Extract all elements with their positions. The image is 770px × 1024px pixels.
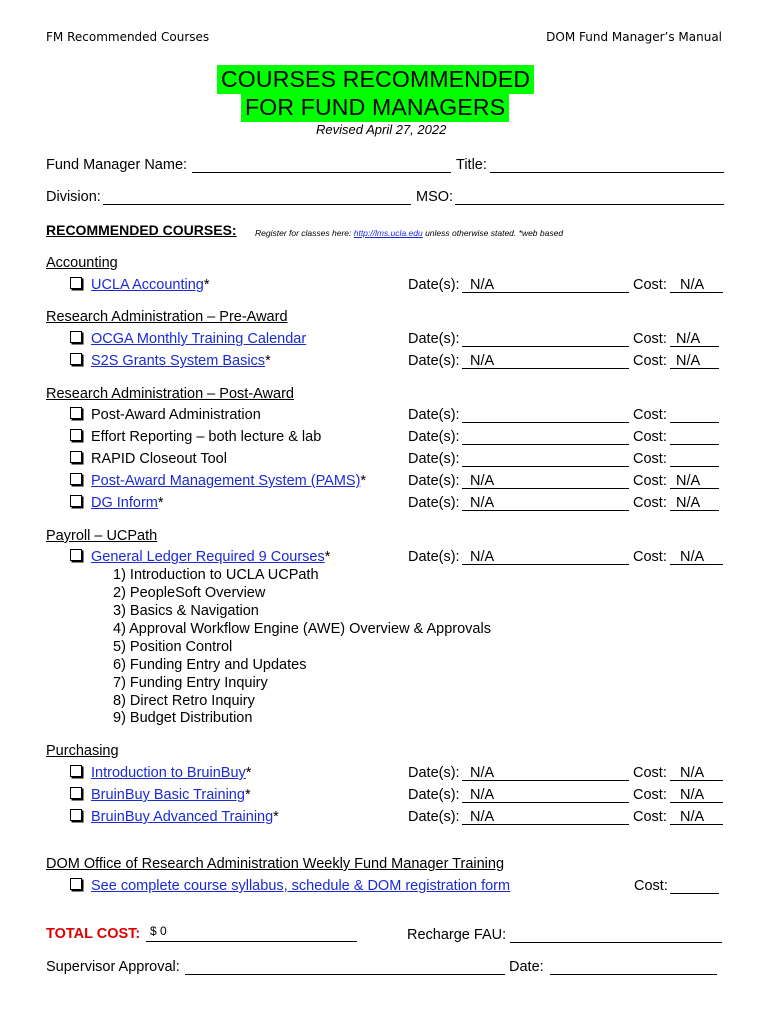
checkbox[interactable] — [70, 353, 82, 365]
course-item: UCLA Accounting* — [91, 277, 210, 293]
cost-value: N/A — [680, 809, 705, 825]
supervisor-approval-field[interactable] — [185, 974, 505, 975]
cost-label: Cost: — [633, 277, 667, 293]
dates-value: N/A — [470, 277, 495, 293]
recommended-courses-heading: RECOMMENDED COURSES: — [46, 222, 237, 238]
dates-label: Date(s): — [408, 495, 460, 511]
course-link[interactable]: Post-Award Management System (PAMS) — [91, 473, 361, 489]
section-heading-accounting: Accounting — [46, 255, 118, 271]
revised-date: Revised April 27, 2022 — [316, 122, 447, 137]
dates-label: Date(s): — [408, 809, 460, 825]
checkbox[interactable] — [70, 549, 82, 561]
date-field[interactable] — [550, 974, 717, 975]
cost-field[interactable] — [670, 422, 719, 423]
checkbox[interactable] — [70, 429, 82, 441]
checkbox[interactable] — [70, 809, 82, 821]
course-item: General Ledger Required 9 Courses* — [91, 549, 331, 565]
course-item: BruinBuy Basic Training* — [91, 787, 251, 803]
course-item: BruinBuy Advanced Training* — [91, 809, 279, 825]
division-label: Division: — [46, 189, 101, 205]
division-field[interactable] — [103, 204, 411, 205]
course-link[interactable]: Introduction to BruinBuy — [91, 765, 246, 781]
list-item: 7) Funding Entry Inquiry — [113, 675, 268, 691]
cost-label: Cost: — [633, 787, 667, 803]
cost-value: N/A — [676, 495, 701, 511]
dates-value: N/A — [470, 353, 495, 369]
list-item: 4) Approval Workflow Engine (AWE) Overview & Approvals — [113, 621, 491, 637]
cost-value: N/A — [676, 353, 701, 369]
total-cost-label: TOTAL COST: — [46, 926, 141, 942]
checkbox[interactable] — [70, 451, 82, 463]
section-heading-payroll: Payroll – UCPath — [46, 528, 158, 544]
course-item: Effort Reporting – both lecture & lab — [91, 429, 322, 445]
lms-link[interactable]: http://lms.ucla.edu — [353, 228, 423, 238]
cost-label: Cost: — [633, 407, 667, 423]
course-item: Post-Award Management System (PAMS)* — [91, 473, 367, 489]
registration-form-link[interactable]: See complete course syllabus, schedule & DOM registration form — [91, 878, 511, 894]
page-title-line-1: COURSES RECOMMENDED — [217, 65, 534, 94]
dates-label: Date(s): — [408, 473, 460, 489]
dates-value: N/A — [470, 473, 495, 489]
dates-label: Date(s): — [408, 277, 460, 293]
list-item: 1) Introduction to UCLA UCPath — [113, 567, 319, 583]
course-link[interactable]: General Ledger Required 9 Courses — [91, 549, 325, 565]
dates-field[interactable] — [462, 466, 629, 467]
list-item: 2) PeopleSoft Overview — [113, 585, 266, 601]
cost-label: Cost: — [633, 353, 667, 369]
cost-label: Cost: — [633, 549, 667, 565]
cost-field[interactable] — [670, 444, 719, 445]
cost-label: Cost: — [633, 429, 667, 445]
course-item: Introduction to BruinBuy* — [91, 765, 252, 781]
cost-value: N/A — [680, 549, 705, 565]
total-cost-field[interactable] — [146, 941, 357, 942]
course-item: RAPID Closeout Tool — [91, 451, 227, 467]
cost-label: Cost: — [633, 809, 667, 825]
dates-value: N/A — [470, 765, 495, 781]
cost-value: N/A — [680, 277, 705, 293]
mso-label: MSO: — [416, 189, 454, 205]
list-item: 6) Funding Entry and Updates — [113, 657, 307, 673]
cost-label: Cost: — [634, 878, 668, 894]
supervisor-approval-label: Supervisor Approval: — [46, 959, 180, 975]
dates-label: Date(s): — [408, 407, 460, 423]
page-title-line-2: FOR FUND MANAGERS — [241, 93, 509, 122]
course-item: Post-Award Administration — [91, 407, 261, 423]
list-item: 9) Budget Distribution — [113, 710, 253, 726]
course-link[interactable]: OCGA Monthly Training Calendar — [91, 331, 307, 347]
dates-field[interactable] — [462, 422, 629, 423]
running-header-right: DOM Fund Manager’s Manual — [546, 30, 722, 44]
course-link[interactable]: BruinBuy Basic Training — [91, 787, 245, 803]
title-label: Title: — [456, 157, 487, 173]
cost-value: N/A — [680, 787, 705, 803]
section-heading-pre-award: Research Administration – Pre-Award — [46, 309, 288, 325]
course-item: S2S Grants System Basics* — [91, 353, 271, 369]
dates-label: Date(s): — [408, 765, 460, 781]
course-item — [91, 877, 510, 895]
course-link[interactable]: BruinBuy Advanced Training — [91, 809, 274, 825]
course-link[interactable]: S2S Grants System Basics — [91, 353, 266, 369]
dates-label: Date(s): — [408, 787, 460, 803]
cost-value: N/A — [680, 765, 705, 781]
checkbox[interactable] — [70, 787, 82, 799]
dates-value: N/A — [470, 809, 495, 825]
dates-label: Date(s): — [408, 549, 460, 565]
course-item — [91, 330, 306, 348]
cost-value: N/A — [676, 331, 701, 347]
section-heading-purchasing: Purchasing — [46, 743, 119, 759]
total-cost-value: $ 0 — [150, 924, 167, 938]
course-link[interactable]: DG Inform — [91, 495, 158, 511]
dates-value: N/A — [470, 787, 495, 803]
checkbox[interactable] — [70, 878, 82, 890]
recharge-fau-label: Recharge FAU: — [407, 927, 507, 943]
cost-label: Cost: — [633, 451, 667, 467]
title-field[interactable] — [490, 172, 724, 173]
list-item: 3) Basics & Navigation — [113, 603, 259, 619]
running-header-left: FM Recommended Courses — [46, 30, 210, 44]
cost-label: Cost: — [633, 473, 667, 489]
cost-label: Cost: — [633, 495, 667, 511]
cost-field[interactable] — [670, 466, 719, 467]
checkbox[interactable] — [70, 473, 82, 485]
fund-manager-name-label: Fund Manager Name: — [46, 157, 188, 173]
dates-field[interactable] — [462, 346, 629, 347]
dates-label: Date(s): — [408, 429, 460, 445]
recharge-fau-field[interactable] — [510, 942, 722, 943]
dates-label: Date(s): — [408, 451, 460, 467]
checkbox[interactable] — [70, 495, 82, 507]
fund-manager-name-field[interactable] — [192, 172, 451, 173]
course-item: DG Inform* — [91, 495, 164, 511]
dates-label: Date(s): — [408, 331, 460, 347]
dates-value: N/A — [470, 495, 495, 511]
section-heading-dom-ora: DOM Office of Research Administration Weekly Fund Manager Training — [46, 856, 505, 872]
checkbox[interactable] — [70, 331, 82, 343]
checkbox[interactable] — [70, 277, 82, 289]
mso-field[interactable] — [455, 204, 724, 205]
cost-label: Cost: — [633, 331, 667, 347]
cost-value: N/A — [676, 473, 701, 489]
checkbox[interactable] — [70, 407, 82, 419]
list-item: 5) Position Control — [113, 639, 233, 655]
checkbox[interactable] — [70, 765, 82, 777]
cost-label: Cost: — [633, 765, 667, 781]
list-item: 8) Direct Retro Inquiry — [113, 693, 255, 709]
registration-note: Register for classes here: http://lms.ucla.edu unless otherwise stated. *web based — [255, 228, 564, 238]
cost-field[interactable] — [670, 893, 719, 894]
date-label: Date: — [509, 959, 544, 975]
dates-value: N/A — [470, 549, 495, 565]
section-heading-post-award: Research Administration – Post-Award — [46, 386, 294, 402]
dates-label: Date(s): — [408, 353, 460, 369]
course-link[interactable]: UCLA Accounting — [91, 277, 204, 293]
dates-field[interactable] — [462, 444, 629, 445]
